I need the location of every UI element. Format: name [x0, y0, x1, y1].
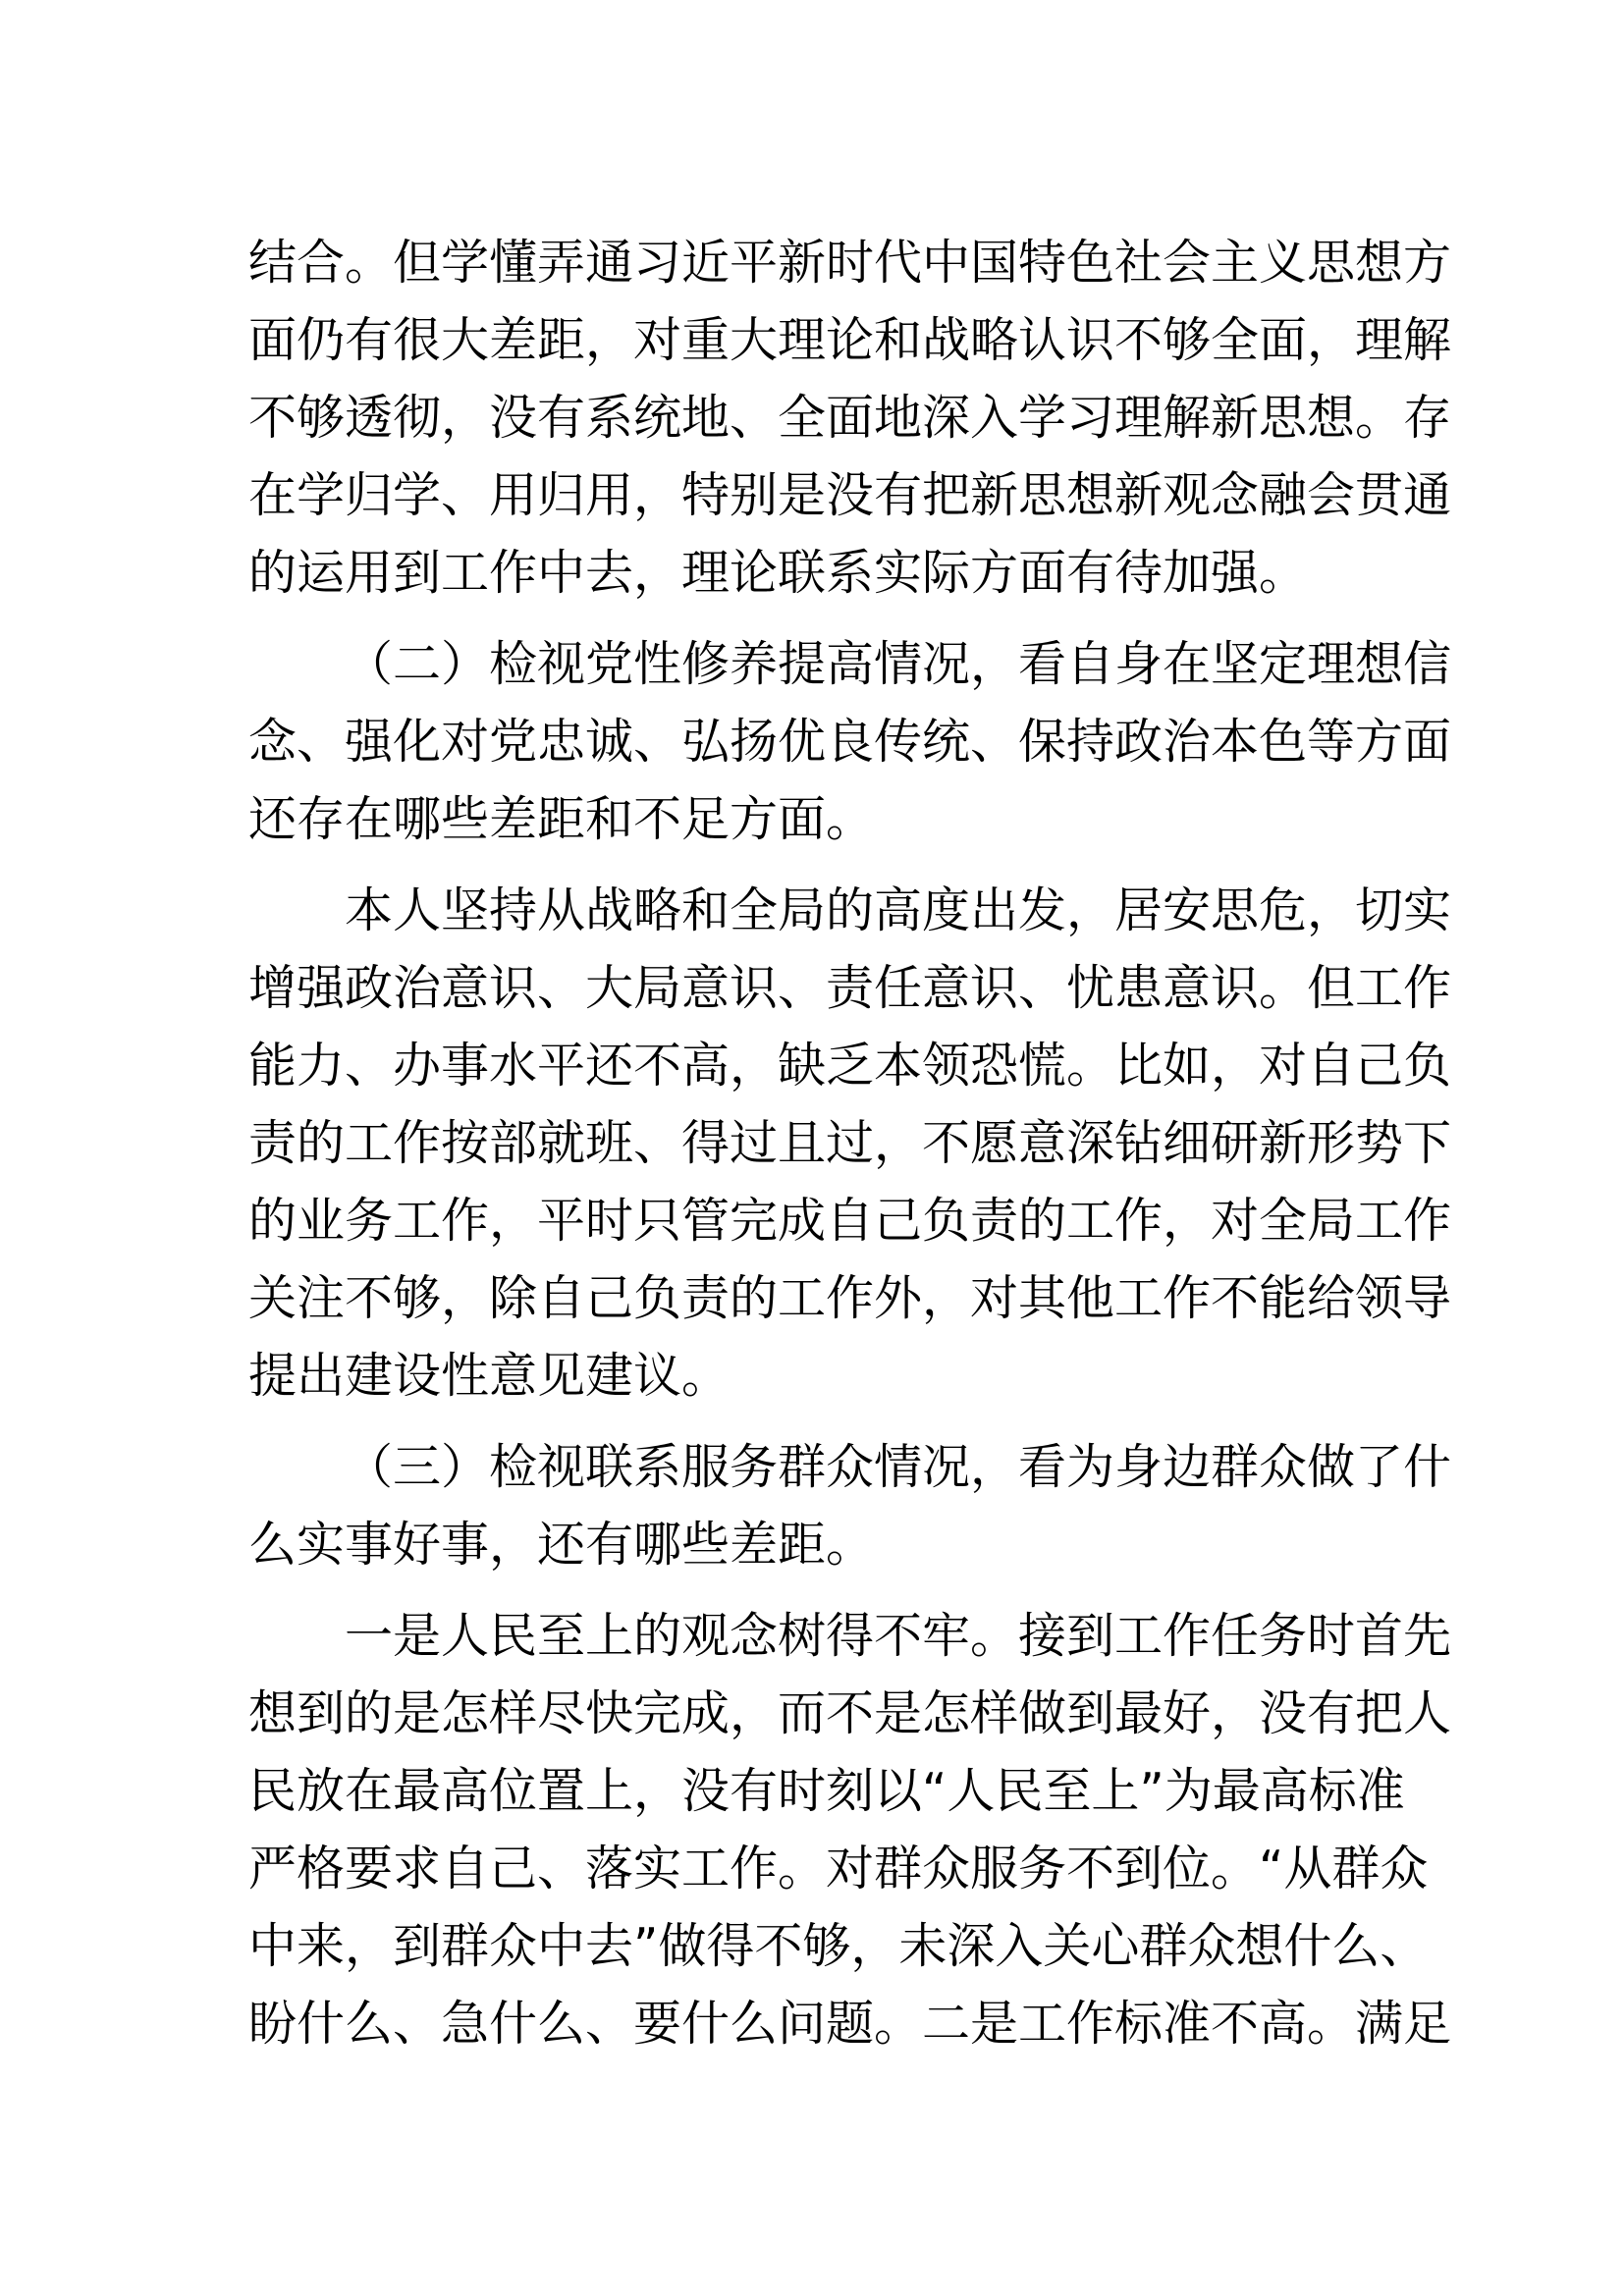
text-line: 严格要求自己、落实工作。对群众服务不到位。“从群众 — [248, 1841, 1429, 1896]
text-line: 在学归学、用归用，特别是没有把新思想新观念融会贯通 — [248, 467, 1452, 523]
text-line: 想到的是怎样尽快完成，而不是怎样做到最好，没有把人 — [248, 1685, 1452, 1741]
text-line: 提出建设性意见建议。 — [248, 1348, 731, 1404]
text-line: 关注不够，除自己负责的工作外，对其他工作不能给领导 — [248, 1270, 1452, 1326]
text-line: 民放在最高位置上，没有时刻以“人民至上”为最高标准 — [248, 1763, 1405, 1819]
text-line: 不够透彻，没有系统地、全面地深入学习理解新思想。存 — [248, 390, 1452, 446]
text-line: 中来，到群众中去”做得不够，未深入关心群众想什么、 — [248, 1918, 1429, 1974]
text-line: 盼什么、急什么、要什么问题。二是工作标准不高。满足 — [248, 1996, 1452, 2052]
text-line: 增强政治意识、大局意识、责任意识、忧患意识。但工作 — [248, 960, 1452, 1016]
paragraph-3 — [248, 872, 1452, 1415]
text-line: 一是人民至上的观念树得不牢。接到工作任务时首先 — [345, 1608, 1452, 1664]
text-line: 本人坚持从战略和全局的高度出发，居安思危，切实 — [345, 882, 1452, 938]
text-line: 念、强化对党忠诚、弘扬优良传统、保持政治本色等方面 — [248, 714, 1452, 770]
section-heading-2 — [248, 625, 1452, 858]
text-line: 面仍有很大差距，对重大理论和战略认识不够全面，理解 — [248, 312, 1452, 368]
text-line: （三）检视联系服务群众情况，看为身边群众做了什 — [345, 1439, 1452, 1495]
text-line: 么实事好事，还有哪些差距。 — [248, 1517, 875, 1573]
text-line: 还存在哪些差距和不足方面。 — [248, 791, 875, 847]
section-heading-3 — [248, 1428, 1452, 1583]
text-line: 结合。但学懂弄通习近平新时代中国特色社会主义思想方 — [248, 235, 1452, 291]
text-line: 责的工作按部就班、得过且过，不愿意深钻细研新形势下 — [248, 1115, 1452, 1171]
text-line: （二）检视党性修养提高情况，看自身在坚定理想信 — [345, 636, 1452, 692]
text-line: 的业务工作，平时只管完成自己负责的工作，对全局工作 — [248, 1193, 1452, 1249]
document-body — [248, 224, 1452, 2076]
text-line: 的运用到工作中去，理论联系实际方面有待加强。 — [248, 545, 1308, 601]
paragraph-1 — [248, 224, 1452, 612]
paragraph-5 — [248, 1597, 1452, 2062]
text-line: 能力、办事水平还不高，缺乏本领恐慌。比如，对自己负 — [248, 1038, 1452, 1094]
